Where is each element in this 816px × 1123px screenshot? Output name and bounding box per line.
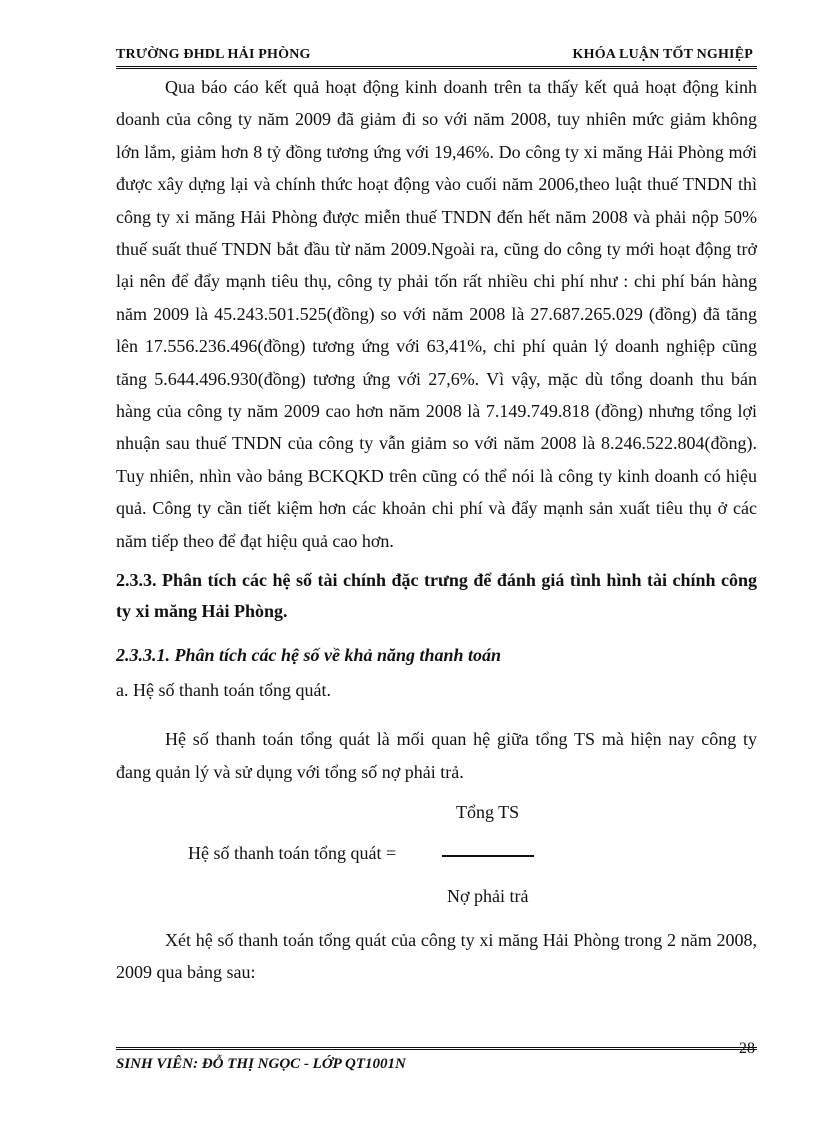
item-a-heading: a. Hệ số thanh toán tổng quát. xyxy=(116,680,331,701)
header-university: TRƯỜNG ĐHDL HẢI PHÒNG xyxy=(116,47,311,62)
formula-general-ratio xyxy=(116,802,757,924)
formula-numerator: Tổng TS xyxy=(456,801,520,822)
page-content xyxy=(116,71,757,989)
page-number: 28 xyxy=(739,1040,755,1057)
formula-label: Hệ số thanh toán tổng quát = xyxy=(188,842,397,863)
subsection-heading-2-3-3-1: 2.3.3.1. Phân tích các hệ số về khả năng thanh toán xyxy=(116,645,502,666)
page-footer xyxy=(116,1040,757,1076)
page-header xyxy=(116,44,757,69)
paragraph-general-ratio: Hệ số thanh toán tổng quát là mối quan hệ giữa tổng TS mà hiện nay công ty đang quản lý và sử dụng với tổng số nợ phải trả. xyxy=(116,729,757,782)
header-thesis-title: KHÓA LUẬN TỐT NGHIỆP xyxy=(572,47,753,62)
paragraph-business-results: Qua báo cáo kết quả hoạt động kinh doanh trên ta thấy kết quả hoạt động kinh doanh của công ty năm 2009 đã giảm đi so với năm 2008, tuy nhiên mức giảm không lớn lắm, giảm hơn 8 tỷ đồng tương ứng với 19,46%. Do công ty xi măng Hải Phòng mới được xây dựng lại và chính thức hoạt động vào cuối năm 2006,theo luật thuế TNDN thì công ty xi măng Hải Phòng được miễn thuế TNDN đến hết năm 2008 và phải nộp 50% thuế suất thuế TNDN bắt đầu từ năm 2009.Ngoài ra, cũng do công ty mới hoạt động trở lại nên để đẩy mạnh tiêu thụ, công ty phải tốn rất nhiều chi phí như : chi phí bán hàng năm 2009 là 45.243.501.525(đồng) so với năm 2008 là 27.687.265.029 (đồng) đã tăng lên 17.556.236.496(đồng) tương ứng với 63,41%, chi phí quản lý doanh nghiệp cũng tăng 5.644.496.930(đồng) tương ứng với 27,6%. Vì vậy, mặc dù tổng doanh thu bán hàng của công ty năm 2009 cao hơn năm 2008 là 7.149.749.818 (đồng) nhưng tổng lợi nhuận sau thuế TNDN của công ty vẫn giảm so với năm 2008 là 8.246.522.804(đồng). Tuy nhiên, nhìn vào bảng BCKQKD trên cũng có thể nói là công ty kinh doanh có hiệu quả. Công ty cần tiết kiệm hơn các khoản chi phí và đẩy mạnh sản xuất tiêu thụ ở các năm tiếp theo để đạt hiệu quả cao hơn. xyxy=(116,77,757,551)
section-heading-2-3-3: 2.3.3. Phân tích các hệ số tài chính đặc trưng để đánh giá tình hình tài chính công ty xi măng Hải Phòng. xyxy=(116,570,757,622)
formula-denominator: Nợ phải trả xyxy=(447,885,529,906)
paragraph-table-intro: Xét hệ số thanh toán tổng quát của công ty xi măng Hải Phòng trong 2 năm 2008, 2009 qua bảng sau: xyxy=(116,929,757,983)
fraction-bar xyxy=(442,855,534,857)
footer-student: SINH VIÊN: ĐỖ THỊ NGỌC - LỚP QT1001N xyxy=(116,1056,406,1072)
